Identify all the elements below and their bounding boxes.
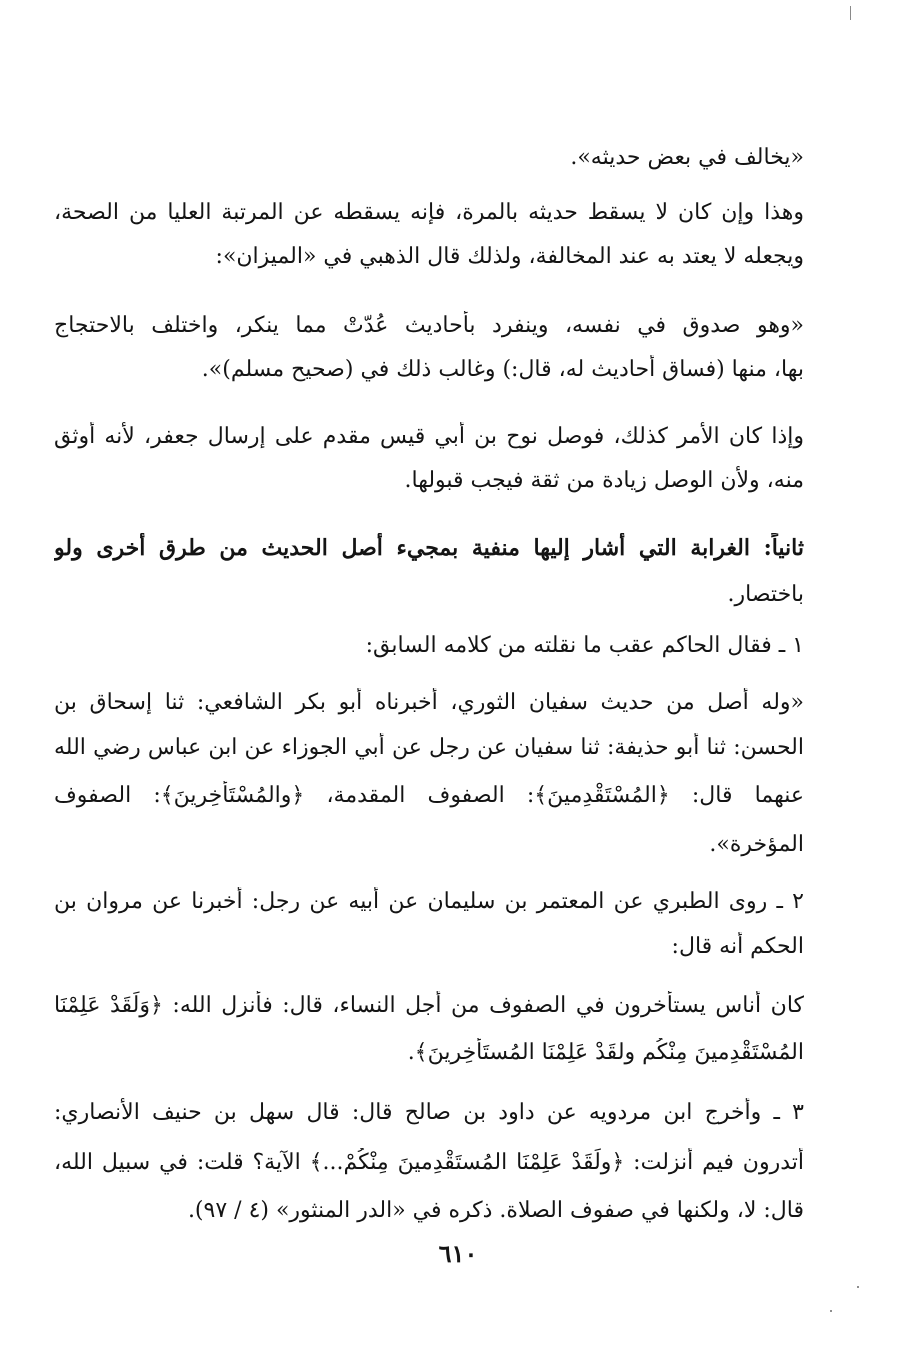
scan-speck — [830, 1310, 832, 1312]
text-line-15: ٢ ـ روى الطبري عن المعتمر بن سليمان عن أبيه عن رجل: أخبرنا عن مروان بن — [54, 889, 804, 914]
text-line-8: ثانياً: الغرابة التي أشار إليها منفية بمجيء أصل الحديث من طرق أخرى ولو — [54, 535, 804, 561]
text-line-17: كان أناس يستأخرون في الصفوف من أجل النساء، قال: فأنزل الله: ﴿وَلَقَدْ عَلِمْنَا — [54, 993, 804, 1018]
text-line-13: عنهما قال: ﴿المُسْتَقْدِمينَ﴾: الصفوف المقدمة، ﴿والمُسْتَأْخِرينَ﴾: الصفوف — [54, 783, 804, 808]
text-line-19: ٣ ـ وأخرج ابن مردويه عن داود بن صالح قال: قال سهل بن حنيف الأنصاري: — [54, 1100, 804, 1125]
text-line-10: ١ ـ فقال الحاكم عقب ما نقلته من كلامه السابق: — [365, 633, 804, 658]
page-number: ٦١٠ — [438, 1239, 478, 1268]
text-line-1: «يخالف في بعض حديثه». — [570, 145, 804, 170]
text-line-11: «وله أصل من حديث سفيان الثوري، أخبرناه أبو بكر الشافعي: ثنا إسحاق بن — [54, 690, 804, 715]
text-line-7: منه، ولأن الوصل زيادة من ثقة فيجب قبولها. — [404, 468, 804, 493]
text-line-2: وهذا وإن كان لا يسقط حديثه بالمرة، فإنه يسقطه عن المرتبة العليا من الصحة، — [54, 200, 804, 225]
text-line-5: بها، منها (فساق أحاديث له، قال:) وغالب ذلك في (صحيح مسلم)». — [201, 357, 804, 382]
text-line-9: باختصار. — [727, 582, 804, 607]
text-line-3: ويجعله لا يعتد به عند المخالفة، ولذلك قال الذهبي في «الميزان»: — [215, 244, 804, 269]
text-line-18: المُسْتَقْدِمينَ مِنْكُم ولقَدْ عَلِمْنَا المُستَأْخِرينَ﴾. — [407, 1040, 804, 1065]
scan-mark-top — [850, 6, 851, 20]
text-line-20: أتدرون فيم أنزلت: ﴿ولَقَدْ عَلِمْنَا المُستَقْدِمينَ مِنْكُمْ...﴾ الآية؟ قلت: في سبيل الله، — [54, 1150, 804, 1175]
text-line-4: «وهو صدوق في نفسه، وينفرد بأحاديث عُدّتْ مما ينكر، واختلف بالاحتجاج — [54, 313, 804, 338]
text-line-16: الحكم أنه قال: — [671, 934, 804, 959]
scan-speck — [857, 1286, 859, 1288]
text-line-14: المؤخرة». — [709, 832, 804, 857]
text-line-6: وإذا كان الأمر كذلك، فوصل نوح بن أبي قيس مقدم على إرسال جعفر، لأنه أوثق — [54, 424, 804, 449]
text-line-12: الحسن: ثنا أبو حذيفة: ثنا سفيان عن رجل عن أبي الجوزاء عن ابن عباس رضي الله — [54, 735, 804, 760]
text-line-21: قال: لا، ولكنها في صفوف الصلاة. ذكره في «الدر المنثور» (٤ / ٩٧). — [187, 1198, 804, 1223]
